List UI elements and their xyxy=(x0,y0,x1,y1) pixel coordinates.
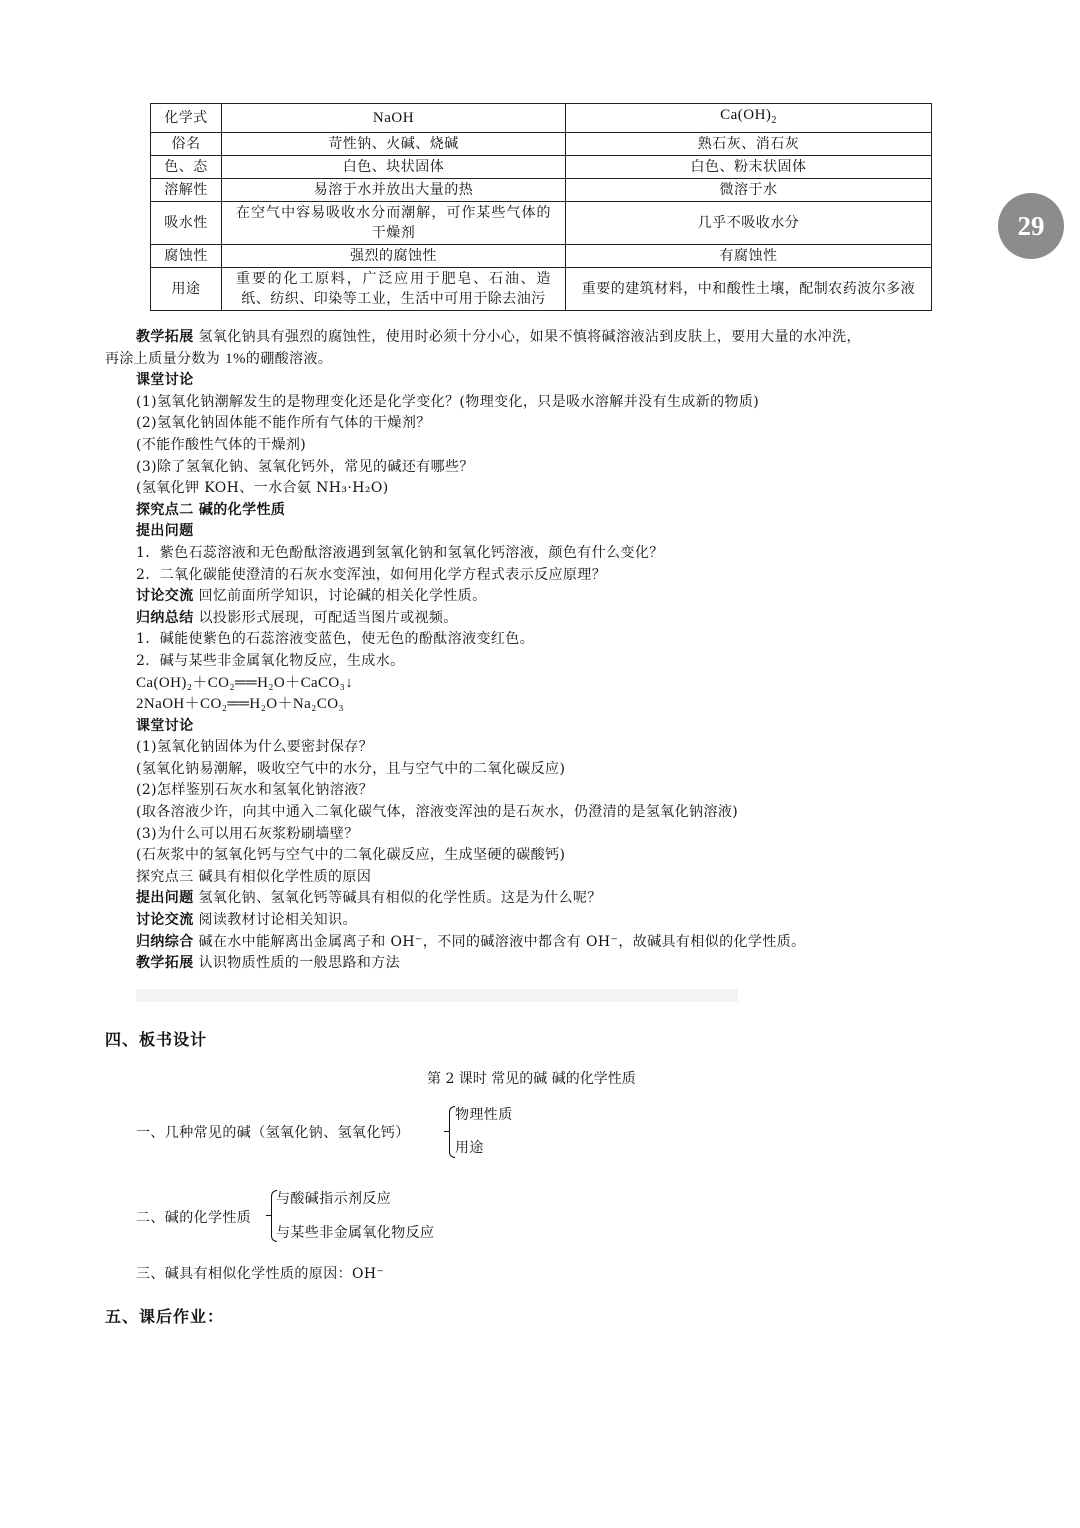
synthesis-text: 碱在水中能解离出金属离子和 OH⁻，不同的碱溶液中都含有 OH⁻，故碱具有相似的化学性质。 xyxy=(198,933,806,950)
page-number-badge xyxy=(998,193,1064,259)
inquiry-point-3: 探究点三 碱具有相似化学性质的原因 xyxy=(136,868,372,885)
percent-value: 1% xyxy=(225,350,246,367)
conclusion-item: 1．碱能使紫色的石蕊溶液变蓝色，使无色的酚酞溶液变红色。 xyxy=(136,631,535,648)
discussion-exchange-line xyxy=(105,910,960,932)
discussion-question: (3)除了氢氧化钠、氢氧化钙外，常见的碱还有哪些？ xyxy=(136,458,474,475)
table-row xyxy=(151,179,932,202)
text-fragment: 的硼酸溶液。 xyxy=(245,350,333,367)
caoh2-cell: 几乎不吸收水分 xyxy=(566,202,932,245)
base-properties-table xyxy=(150,103,932,311)
synthesis-label: 归纳综合 xyxy=(136,933,194,950)
board-item-1-sub: 用途 xyxy=(455,1140,484,1156)
table-row xyxy=(151,202,932,245)
lesson-body xyxy=(105,327,960,975)
naoh-cell: 在空气中容易吸收水分而潮解，可作某些气体的干燥剂 xyxy=(222,202,566,245)
caoh2-cell: 白色、粉末状固体 xyxy=(566,156,932,179)
board-item-1: 一、几种常见的碱（氢氧化钠、氢氧化钙） xyxy=(136,1125,410,1141)
caoh2-cell: 微溶于水 xyxy=(566,179,932,202)
caoh2-cell: 重要的建筑材料，中和酸性土壤，配制农药波尔多液 xyxy=(566,268,932,311)
teaching-extension-line2 xyxy=(105,349,960,371)
naoh-cell: 重要的化工原料，广泛应用于肥皂、石油、造纸、纺织、印染等工业，生活中可用于除去油污 xyxy=(222,268,566,311)
naoh-cell: 苛性钠、火碱、烧碱 xyxy=(222,133,566,156)
question-item: 2．二氧化碳能使澄清的石灰水变浑浊，如何用化学方程式表示反应原理？ xyxy=(136,566,607,583)
board-item-2: 二、碱的化学性质 xyxy=(136,1210,252,1226)
discussion-question: (3)为什么可以用石灰浆粉刷墙壁？ xyxy=(136,825,359,842)
summary-text: 以投影形式展现，可配适当图片或视频。 xyxy=(198,609,458,626)
discussion-answer: (取各溶液少许，向其中通入二氧化碳气体，溶液变浑浊的是石灰水，仍澄清的是氢氧化钠溶液) xyxy=(136,804,739,821)
shaded-strip xyxy=(136,989,738,1002)
discussion-answer: (氢氧化钾 KOH、一水合氨 NH₃·H₂O) xyxy=(136,480,389,497)
summary-label: 归纳总结 xyxy=(136,609,194,626)
teaching-extension-line xyxy=(105,953,960,975)
board-item-2-sub: 与某些非金属氧化物反应 xyxy=(276,1225,435,1241)
table-header-label: 化学式 xyxy=(151,104,222,133)
chemical-equation: Ca(OH)₂＋CO₂══H₂O＋CaCO₃↓ xyxy=(136,674,354,691)
teaching-extension-text: 认识物质性质的一般思路和方法 xyxy=(198,955,401,972)
raise-question-title: 提出问题 xyxy=(136,523,194,540)
discussion-question: (1)氢氧化钠固体为什么要密封保存？ xyxy=(136,739,374,756)
teaching-extension-label: 教学拓展 xyxy=(136,329,194,345)
table-row xyxy=(151,268,932,311)
table-header-caoh2 xyxy=(566,104,932,133)
conclusion-item: 2．碱与某些非金属氧化物反应，生成水。 xyxy=(136,652,405,669)
discussion-answer: (不能作酸性气体的干燥剂) xyxy=(136,436,307,453)
chemical-equation: 2NaOH＋CO₂══H₂O＋Na₂CO₃ xyxy=(136,696,345,713)
discussion-exchange-label: 讨论交流 xyxy=(136,912,194,929)
row-label: 用途 xyxy=(151,268,222,311)
discussion-question: (2)氢氧化钠固体能不能作所有气体的干燥剂？ xyxy=(136,415,431,432)
teaching-extension-label: 教学拓展 xyxy=(136,955,194,972)
discussion-exchange-label: 讨论交流 xyxy=(136,588,194,605)
table-row xyxy=(151,156,932,179)
table-header-row xyxy=(151,104,932,133)
caoh2-cell: 熟石灰、消石灰 xyxy=(566,133,932,156)
teaching-extension-line xyxy=(105,327,960,349)
summary-line xyxy=(105,608,960,630)
class-discussion-title: 课堂讨论 xyxy=(136,717,194,734)
caoh2-cell: 有腐蚀性 xyxy=(566,245,932,268)
discussion-question: (1)氢氧化钠潮解发生的是物理变化还是化学变化？(物理变化，只是吸水溶解并没有生成新的物质) xyxy=(136,393,760,410)
naoh-cell: 白色、块状固体 xyxy=(222,156,566,179)
table-header-naoh: NaOH xyxy=(222,104,566,133)
synthesis-line xyxy=(105,932,960,954)
board-item-2-sub: 与酸碱指示剂反应 xyxy=(276,1191,392,1207)
row-label: 吸水性 xyxy=(151,202,222,245)
row-label: 色、态 xyxy=(151,156,222,179)
row-label: 溶解性 xyxy=(151,179,222,202)
table-row xyxy=(151,133,932,156)
inquiry-point-2: 探究点二 碱的化学性质 xyxy=(136,501,286,518)
class-discussion-title: 课堂讨论 xyxy=(136,372,194,389)
discussion-answer: (氢氧化钠易潮解，吸收空气中的水分，且与空气中的二氧化碳反应) xyxy=(136,760,566,777)
discussion-exchange-text: 回忆前面所学知识，讨论碱的相关化学性质。 xyxy=(198,588,487,605)
discussion-answer: (石灰浆中的氢氧化钙与空气中的二氧化碳反应，生成坚硬的碳酸钙) xyxy=(136,847,566,864)
raise-question-text: 氢氧化钠、氢氧化钙等碱具有相似的化学性质。这是为什么呢？ xyxy=(198,890,602,907)
teaching-extension-text: 氢氧化钠具有强烈的腐蚀性，使用时必须十分小心，如果不慎将碱溶液沾到皮肤上，要用大量的水冲洗， xyxy=(198,329,861,345)
board-item-3: 三、碱具有相似化学性质的原因：OH⁻ xyxy=(136,1266,385,1282)
row-label: 俗名 xyxy=(151,133,222,156)
brace-tip-icon xyxy=(266,1215,271,1216)
caoh-subscript: 2 xyxy=(771,115,777,126)
table-row xyxy=(151,245,932,268)
section-heading-board-design: 四、板书设计 xyxy=(105,1030,208,1049)
board-title: 第 2 课时 常见的碱 碱的化学性质 xyxy=(427,1071,636,1087)
brace-tip-icon xyxy=(444,1131,449,1132)
page-number: 29 xyxy=(1017,210,1045,241)
discussion-exchange-text: 阅读教材讨论相关知识。 xyxy=(198,912,357,929)
discussion-exchange-line xyxy=(105,586,960,608)
naoh-cell: 易溶于水并放出大量的热 xyxy=(222,179,566,202)
discussion-question: (2)怎样鉴别石灰水和氢氧化钠溶液？ xyxy=(136,782,374,799)
naoh-cell: 强烈的腐蚀性 xyxy=(222,245,566,268)
board-item-1-sub: 物理性质 xyxy=(455,1107,513,1123)
caoh-base: Ca(OH) xyxy=(720,107,772,123)
text-fragment: 再涂上质量分数为 xyxy=(105,350,226,367)
raise-question-line xyxy=(105,888,960,910)
row-label: 腐蚀性 xyxy=(151,245,222,268)
section-heading-homework: 五、课后作业： xyxy=(105,1307,225,1326)
raise-question-label: 提出问题 xyxy=(136,890,194,907)
question-item: 1．紫色石蕊溶液和无色酚酞溶液遇到氢氧化钠和氢氧化钙溶液，颜色有什么变化？ xyxy=(136,544,664,561)
